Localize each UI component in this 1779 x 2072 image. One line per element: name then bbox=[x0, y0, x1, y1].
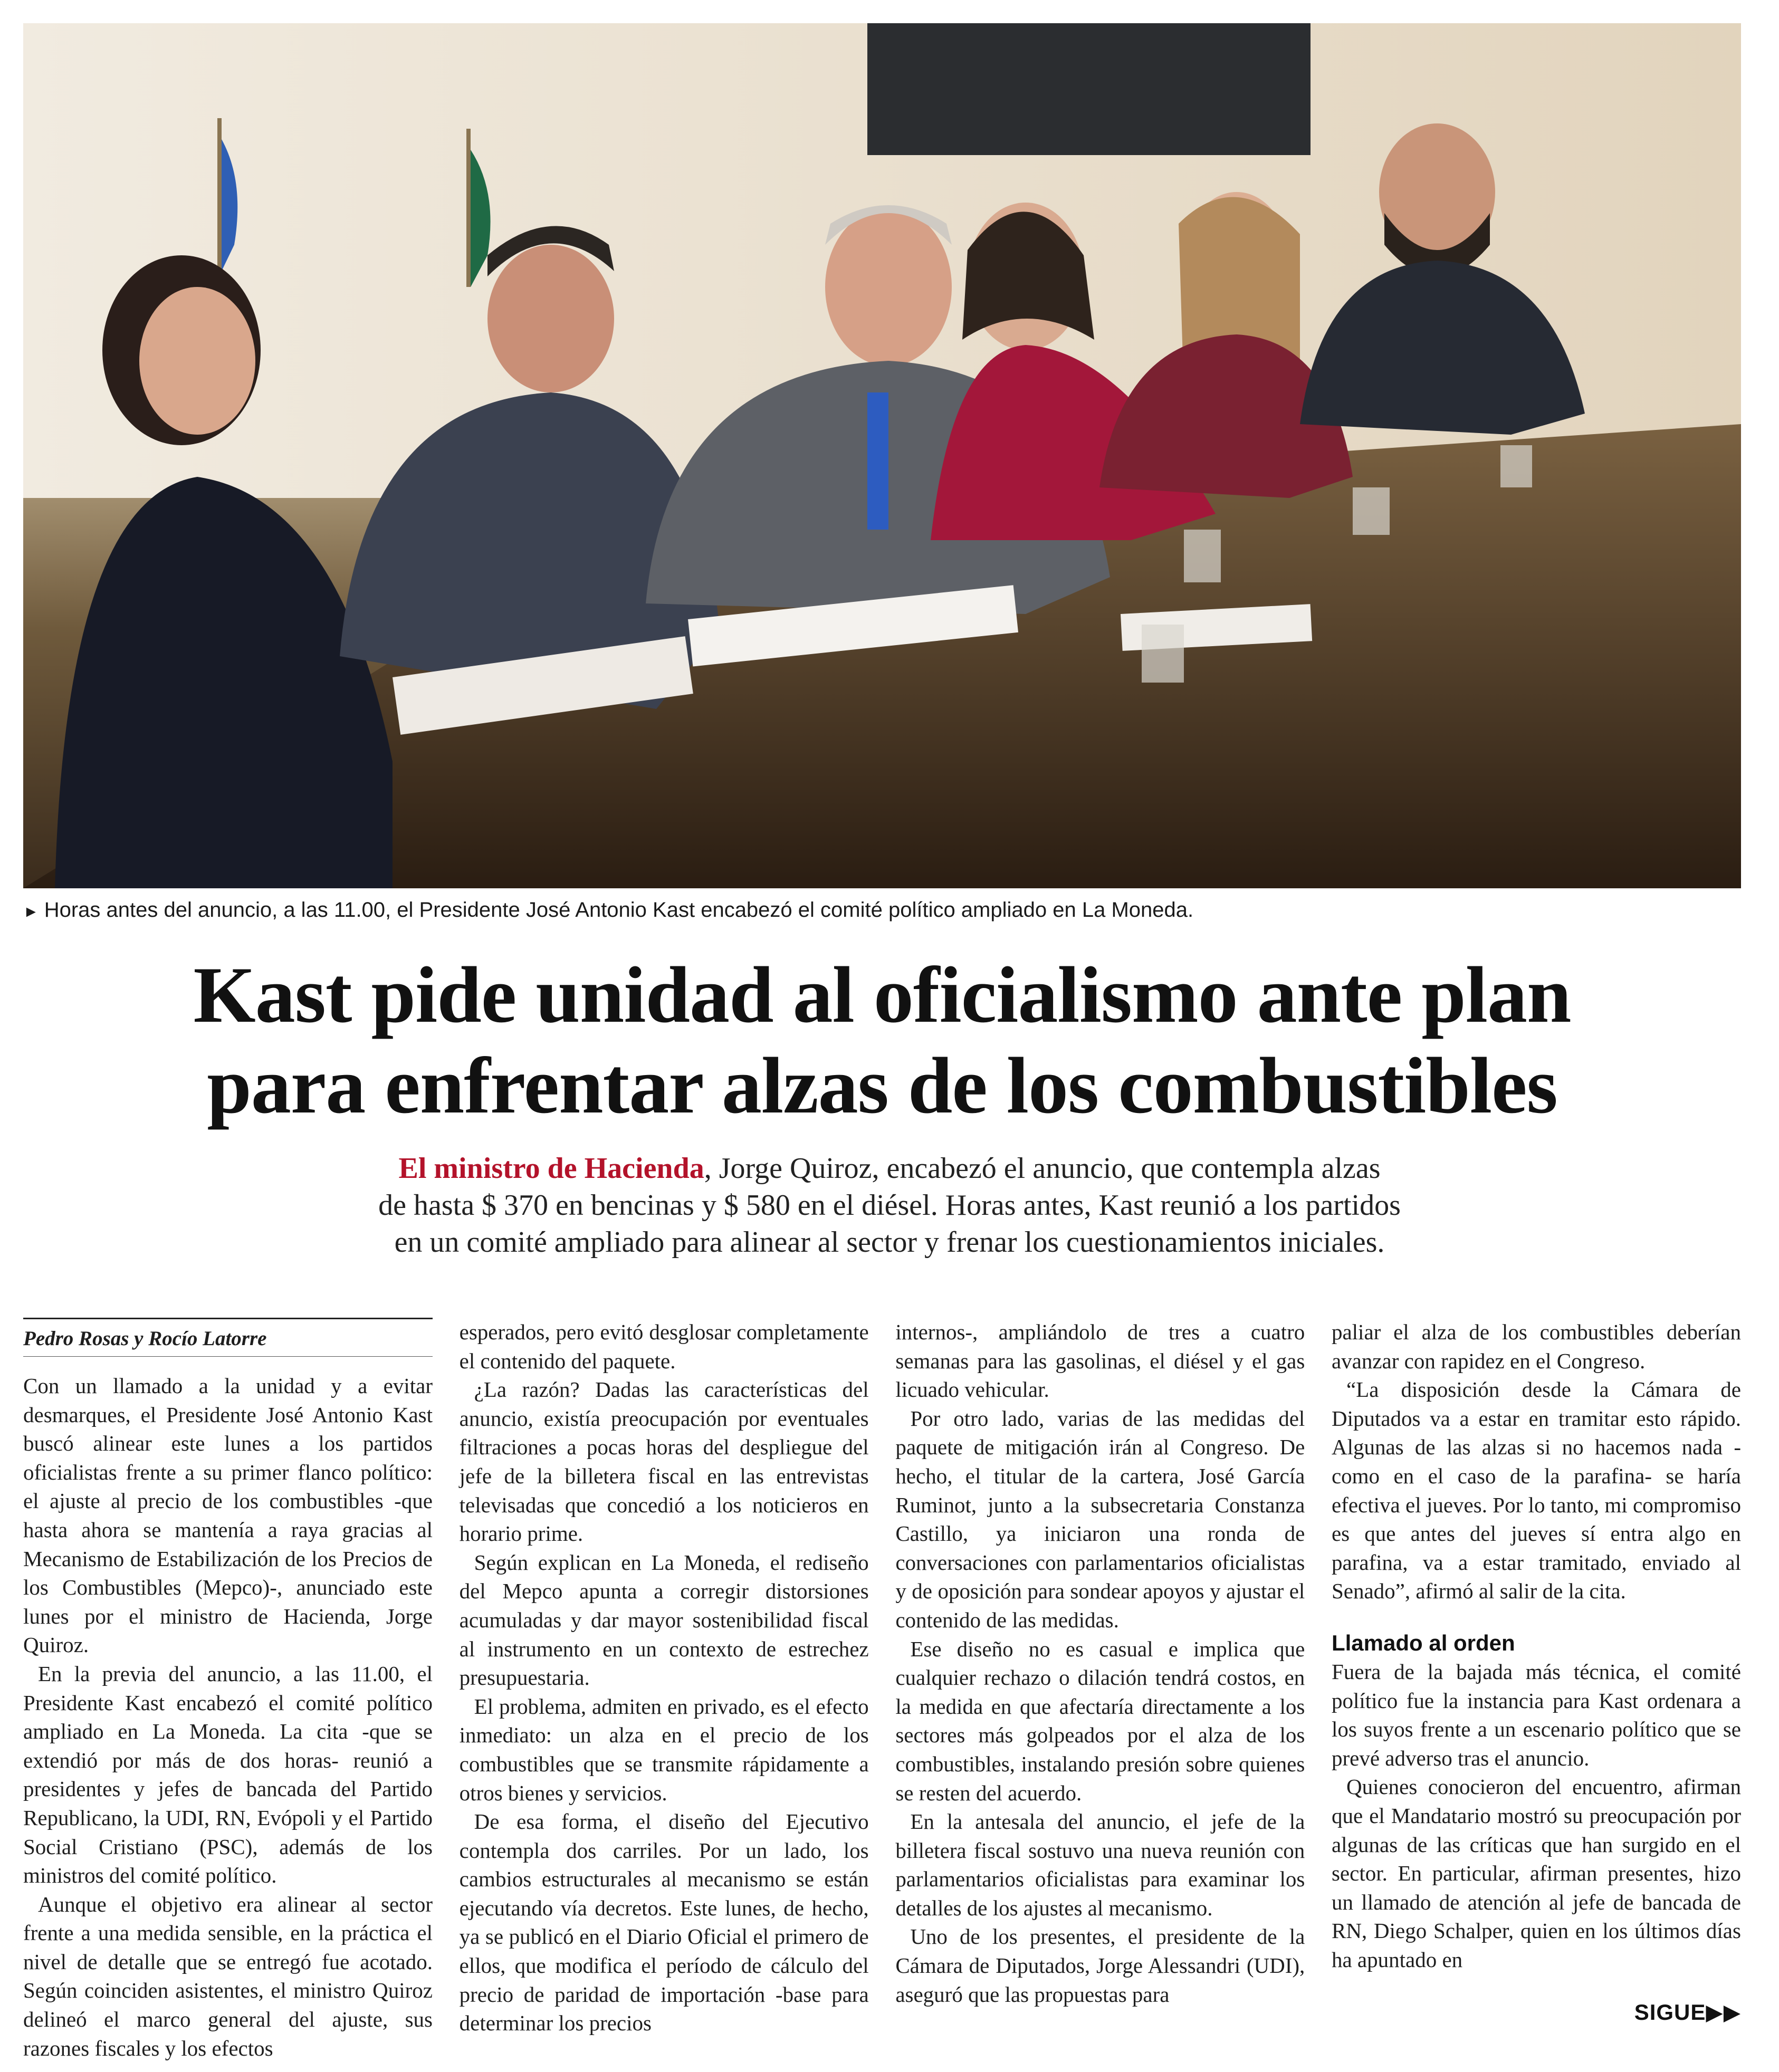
paragraph: internos-, ampliándolo de tres a cuatro semanas para las gasolinas, el diésel y el gas licuado vehicular. bbox=[895, 1320, 1305, 1402]
wall-screen bbox=[867, 23, 1311, 155]
headline-line-2: para enfrentar alzas de los combustibles bbox=[207, 1041, 1557, 1130]
deck-text-2: de hasta $ 370 en bencinas y $ 580 en el diésel. Horas antes, Kast reunió a los partidos bbox=[378, 1189, 1401, 1222]
paragraph: Ese diseño no es casual e implica que cualquier rechazo o dilación tendrá costos, en la medida en que afectaría directamente a los sectores más golpeados por el alza de los combustibles, instalando presión sobre quienes se resten del acuerdo. bbox=[895, 1636, 1305, 1805]
paragraph: ¿La razón? Dadas las características del anuncio, existía preocupación por eventuales filtraciones a pocas horas del despliegue del jefe de la billetera fiscal en las entrevistas televisadas que concedió a los noticieros en horario prime. bbox=[459, 1377, 869, 1546]
continue-link[interactable] bbox=[1634, 1999, 1741, 2025]
column-1 bbox=[23, 1318, 433, 2060]
paragraph: “La disposición desde la Cámara de Diputados va a estar en tramitar esto rápido. Algunas de las alzas si no hacemos nada -como en el caso de la parafina- se haría efectiva el jueves. Por lo tanto, mi compromiso es que antes del jueves sí entra algo en parafina, va a estar tramitado, enviado al Senado”, afirmó al salir de la cita. bbox=[1331, 1377, 1741, 1604]
paragraph: esperados, pero evitó desglosar completamente el contenido del paquete. bbox=[459, 1320, 869, 1373]
paragraph: Según explican en La Moneda, el rediseño del Mepco apunta a corregir distorsiones acumuladas y dar mayor sostenibilidad fiscal al instrumento en un contexto de estrechez presupuestaria. bbox=[459, 1550, 869, 1690]
deck-text-3: en un comité ampliado para alinear al sector y frenar los cuestionamientos iniciales. bbox=[394, 1226, 1385, 1259]
continue-label: SIGUE bbox=[1634, 2000, 1706, 2025]
paragraph: En la antesala del anuncio, el jefe de la billetera fiscal sostuvo una nueva reunión con parlamentarios oficialistas para examinar los detalles de los ajustes al mecanismo. bbox=[895, 1809, 1305, 1920]
deck-text-1: , Jorge Quiroz, encabezó el anuncio, que contempla alzas bbox=[704, 1152, 1381, 1185]
paragraph: Uno de los presentes, el presidente de la Cámara de Diputados, Jorge Alessandri (UDI), aseguró que las propuestas para bbox=[895, 1924, 1305, 2007]
paragraph: En la previa del anuncio, a las 11.00, el Presidente Kast encabezó el comité político ampliado en La Moneda. La cita -que se extendió por más de dos horas- reunió a presidentes y jefes de bancada del Partido Republicano, la UDI, RN, Evópoli y el Partido Social Cristiano (PSC), además de los ministros del comité político. bbox=[23, 1661, 433, 1888]
meeting-photo-illustration bbox=[23, 23, 1741, 888]
byline: Pedro Rosas y Rocío Latorre bbox=[23, 1318, 433, 1357]
headline-line-1: Kast pide unidad al oficialismo ante plan bbox=[193, 951, 1571, 1039]
caption-marker-icon: ► bbox=[23, 903, 39, 920]
paragraph: El problema, admiten en privado, es el efecto inmediato: un alza en el precio de los combustibles que se transmite rápidamente a otros bienes y servicios. bbox=[459, 1694, 869, 1805]
deck-lead: El ministro de Hacienda bbox=[398, 1152, 704, 1185]
column-2 bbox=[460, 1318, 869, 2035]
paragraph: Quienes conocieron del encuentro, afirman que el Mandatario mostró su preocupación por algunas de las críticas que han surgido en el sector. En particular, afirman presentes, hizo un llamado de atención al jefe de bancada de RN, Diego Schalper, quien en los últimos días ha apuntado en bbox=[1331, 1774, 1741, 1972]
article-body bbox=[23, 1318, 1741, 2060]
column-4 bbox=[1332, 1318, 1741, 2035]
deck bbox=[200, 1150, 1579, 1261]
water-glass bbox=[1142, 625, 1184, 683]
caption-text: Horas antes del anuncio, a las 11.00, el Presidente José Antonio Kast encabezó el comité político ampliado en La Moneda. bbox=[44, 898, 1194, 922]
paragraph: Aunque el objetivo era alinear al sector frente a una medida sensible, en la práctica el nivel de detalle que se entregó fue acotado. Según coinciden asistentes, el ministro Quiroz delineó el marco general del ajuste, sus razones fiscales y los efectos bbox=[23, 1892, 433, 2060]
double-arrow-icon: ▶▶ bbox=[1706, 2000, 1741, 2025]
paragraph: Fuera de la bajada más técnica, el comité político fue la instancia para Kast ordenara a los suyos frente a un escenario político que se prevé adverso tras el anuncio. bbox=[1331, 1659, 1741, 1770]
paragraph: paliar el alza de los combustibles deberían avanzar con rapidez en el Congreso. bbox=[1331, 1320, 1741, 1373]
headline bbox=[23, 949, 1741, 1131]
paragraph: Con un llamado a la unidad y a evitar desmarques, el Presidente José Antonio Kast buscó alinear este lunes a los partidos oficialistas frente a su primer flanco político: el ajuste al precio de los combustibles -que hasta ahora se mantenía a raya gracias al Mecanismo de Estabilización de los Precios de los Combustibles (Mepco)-, anunciado este lunes por el ministro de Hacienda, Jorge Quiroz. bbox=[23, 1374, 433, 1657]
meeting-photo bbox=[23, 23, 1741, 888]
subhead: Llamado al orden bbox=[1331, 1630, 1515, 1655]
paragraph: De esa forma, el diseño del Ejecutivo contempla dos carriles. Por un lado, los cambios estructurales al mecanismo se están ejecutando vía decretos. Este lunes, de hecho, ya se publicó en el Diario Oficial el primero de ellos, que modifica el período de cálculo del precio de paridad de importación -base para determinar los precios bbox=[459, 1809, 869, 2036]
photo-caption bbox=[23, 897, 1741, 925]
column-3 bbox=[895, 1318, 1305, 2035]
paragraph: Por otro lado, varias de las medidas del paquete de mitigación irán al Congreso. De hecho, el titular de la cartera, José García Ruminot, junto a la subsecretaria Constanza Castillo, ya iniciaron una ronda de conversaciones con parlamentarios oficialistas y de oposición para sondear apoyos y ajustar el contenido de las medidas. bbox=[895, 1406, 1305, 1632]
